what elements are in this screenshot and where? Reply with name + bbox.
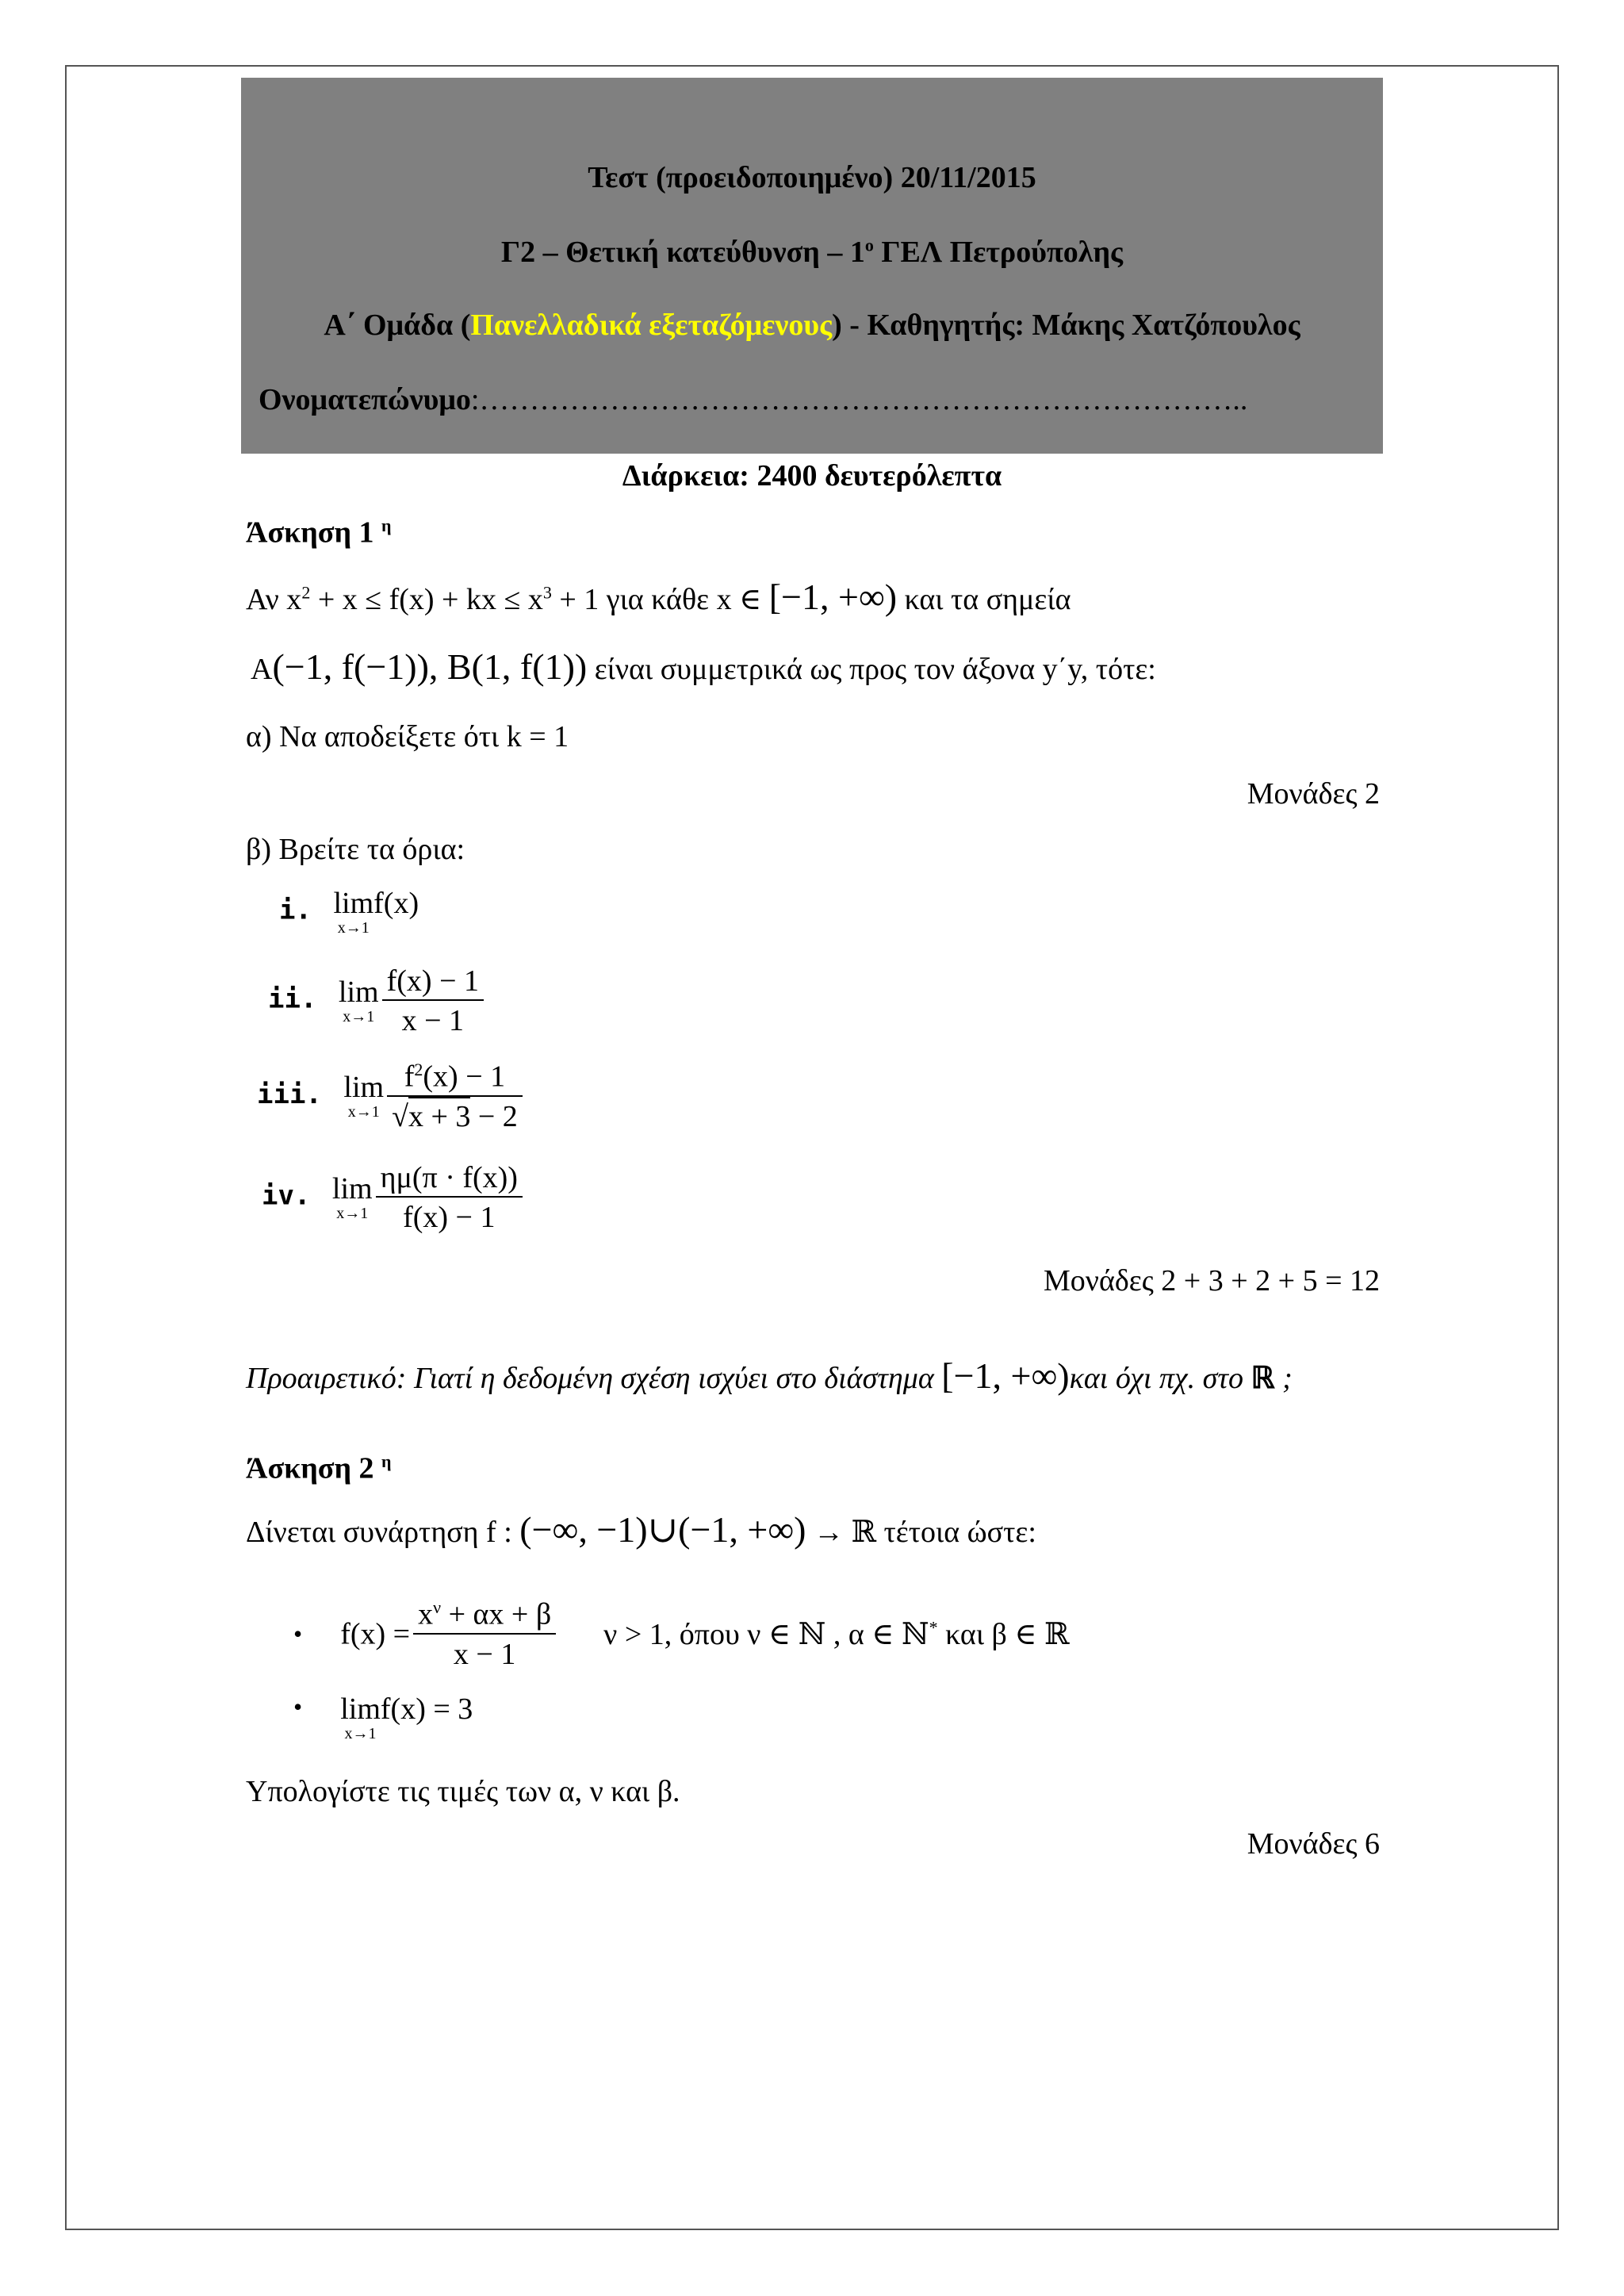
exercise-1-points: A(−1, f(−1)), B(1, f(1)) είναι συμμετρικά ως προς τον άξονα y΄y, τότε: [251, 646, 1156, 687]
duration-line: Διάρκεια: 2400 δευτερόλεπτα [622, 459, 1002, 493]
limit-ii: ii. lim x→1 $\frac{f(x) - 1}{x - 1}$ [268, 966, 484, 1036]
class-line: Γ2 – Θετική κατεύθυνση – $1^o$ ΓΕΛ Πετρούπολης [500, 235, 1124, 269]
part-a: α) Να αποδείξετε ότι k = 1 [246, 720, 569, 753]
limit-iii: iii. lim x→1 $\frac{f^2(x) - 1}{√x + 3 - 2}$ [257, 1061, 523, 1132]
group-line: Α΄ Ομάδα (Πανελλαδικά εξεταζόμενους) - Καθηγητής: Μάκης Χατζόπουλος [324, 309, 1300, 342]
marks-b: Μονάδες 2 + 3 + 2 + 5 = 12 [1043, 1264, 1380, 1297]
exercise-2-question: Υπολογίστε τις τιμές των α, ν και β. [246, 1775, 680, 1808]
part-b: β) Βρείτε τα όρια: [246, 833, 465, 866]
exercise-1-title: Άσκηση 1 $^\eta$ [246, 516, 392, 550]
header-box [241, 78, 1383, 493]
limit-i: i. lim x→1 f(x) [279, 887, 419, 937]
bullet-icon: • [293, 1619, 303, 1649]
limit-iv: iv. lim x→1 $\frac{\eta\mu(\pi \cdot f(x))}{f(x) - 1}$ [262, 1163, 523, 1232]
optional-question: Προαιρετικό: Γιατί η δεδομένη σχέση ισχύει στο διάστημα [−1, +∞)και όχι πχ. στο ℝ ; [246, 1355, 1293, 1396]
highlighted-text: Πανελλαδικά εξεταζόμενους [470, 309, 833, 342]
exercise-2-statement: Δίνεται συνάρτηση f : (−∞, −1)∪(−1, +∞) → ℝ τέτοια ώστε: [246, 1509, 1036, 1550]
test-title: Τεστ (προειδοποιημένο) 20/11/2015 [588, 161, 1036, 194]
marks-ex2: Μονάδες 6 [1247, 1827, 1380, 1861]
name-line: Ονοματεπώνυμο:………………………………………………………………….. [259, 383, 1248, 416]
bullet-icon: • [293, 1692, 303, 1721]
exercise-1-statement: Αν $x^2 + x \le f(x)$ + kx ≤ $x^3 + 1$ για κάθε x ∈ [−1, +∞) και τα σημεία [246, 577, 1071, 617]
bullet-1: • f(x) = $\frac{x^\nu + \alpha x + \beta}{x - 1}$ ν > 1, όπου ν ∈ ℕ , α ∈ ℕ* και β ∈ ℝ [293, 1597, 1070, 1671]
bullet-2: • lim x→1 f(x) = 3 [293, 1692, 473, 1742]
exercise-2-title: Άσκηση 2 $^\eta$ [246, 1451, 392, 1485]
marks-a: Μονάδες 2 [1247, 777, 1380, 811]
